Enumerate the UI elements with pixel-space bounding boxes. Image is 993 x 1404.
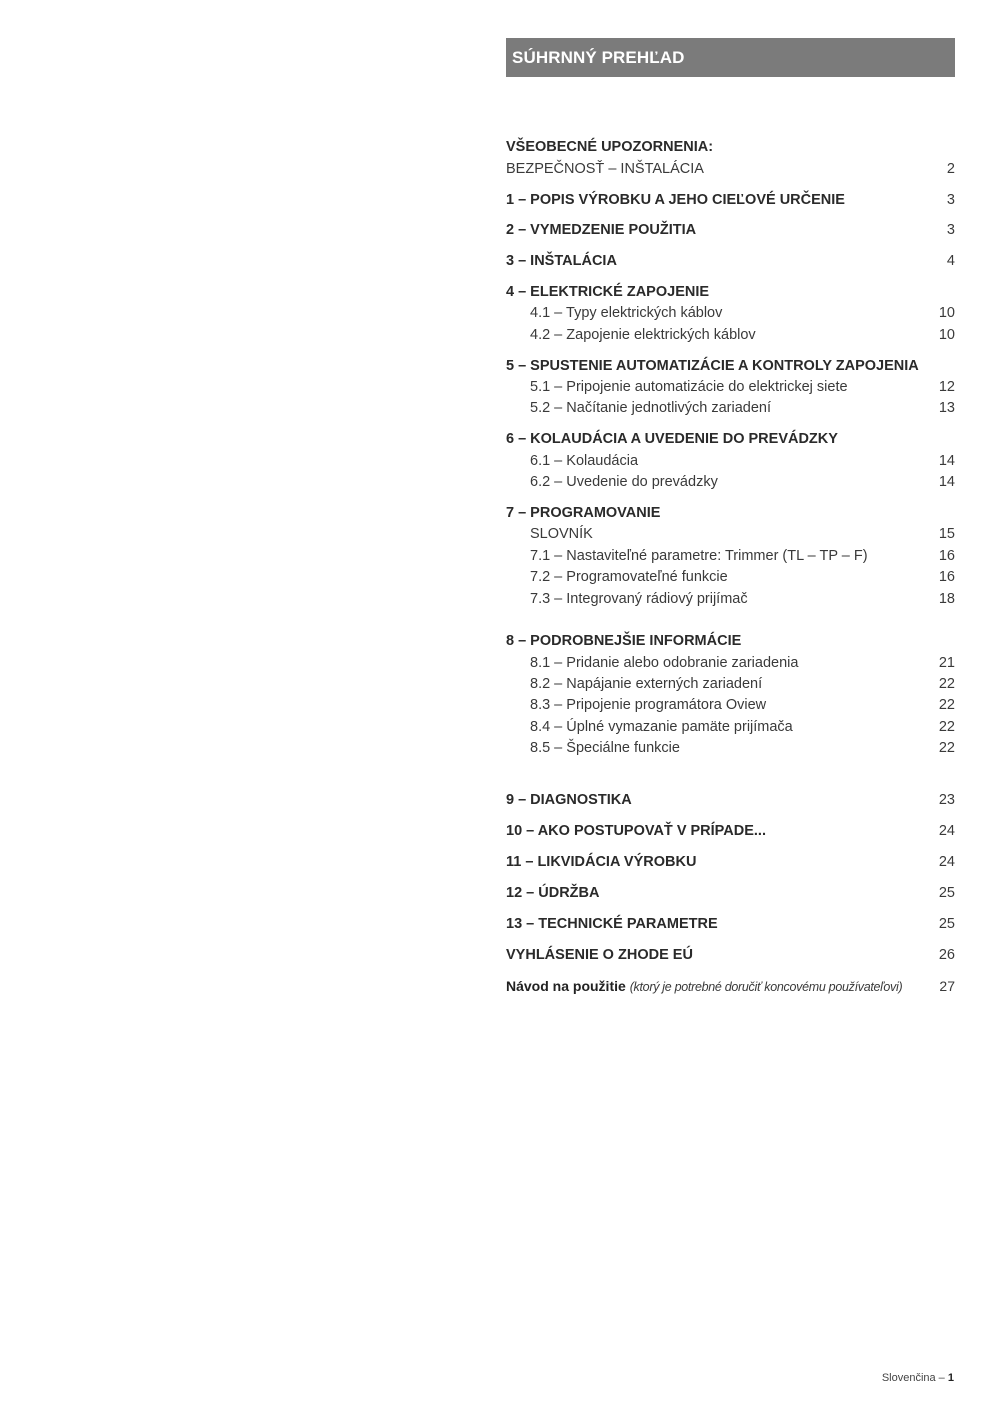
toc-entry-2[interactable]	[506, 219, 955, 241]
toc-heading-general	[506, 136, 955, 158]
toc-page-number: 21	[938, 655, 955, 671]
toc-label: 7.1 – Nastaviteľné parametre: Trimmer (TL – TP – F)	[530, 548, 868, 564]
toc-label: 9 – DIAGNOSTIKA	[506, 792, 632, 808]
toc-label: 10 – AKO POSTUPOVAŤ V PRÍPADE...	[506, 823, 766, 839]
toc-page-number: 23	[938, 792, 955, 808]
toc-label: 5.2 – Načítanie jednotlivých zariadení	[530, 400, 772, 416]
toc-page-number: 22	[938, 697, 955, 713]
toc-label: BEZPEČNOSŤ – INŠTALÁCIA	[506, 161, 704, 177]
toc-label: 5 – SPUSTENIE AUTOMATIZÁCIE A KONTROLY ZAPOJENIA	[506, 358, 919, 374]
toc-entry-6[interactable]	[506, 428, 955, 450]
toc-label: 8.2 – Napájanie externých zariadení	[530, 676, 763, 692]
toc-label: 8.5 – Špeciálne funkcie	[530, 740, 680, 756]
toc-entry-8-2[interactable]	[530, 673, 955, 695]
toc-page-number: 25	[938, 885, 955, 901]
toc-entry-6-2[interactable]	[530, 471, 955, 493]
toc-entry-7-2[interactable]	[530, 566, 955, 588]
toc-label: 7.3 – Integrovaný rádiový prijímač	[530, 591, 748, 607]
toc-entry-8-1[interactable]	[530, 652, 955, 674]
toc-label: 4 – ELEKTRICKÉ ZAPOJENIE	[506, 284, 710, 300]
toc-page-number: 12	[938, 379, 955, 395]
toc-entry-13[interactable]	[506, 913, 955, 935]
footer-page-number: 1	[947, 1372, 954, 1384]
toc-label: 3 – INŠTALÁCIA	[506, 253, 617, 269]
toc-label: 7 – PROGRAMOVANIE	[506, 505, 661, 521]
toc-label: VYHLÁSENIE O ZHODE EÚ	[506, 947, 693, 963]
toc-label: 4.1 – Typy elektrických káblov	[530, 305, 723, 321]
toc-page-number: 27	[939, 978, 955, 994]
toc-entry-8[interactable]	[506, 630, 955, 652]
toc-label: 12 – ÚDRŽBA	[506, 885, 600, 901]
toc-label: Návod na použitie	[506, 978, 626, 994]
toc-label: 6.2 – Uvedenie do prevádzky	[530, 474, 718, 490]
toc-entry-3[interactable]	[506, 250, 955, 272]
toc-entry-7-3[interactable]	[530, 588, 955, 610]
toc-page-number: 18	[938, 591, 955, 607]
toc-entry-4-2[interactable]	[530, 324, 955, 346]
toc-page-number: 24	[938, 854, 955, 870]
toc-entry-8-5[interactable]	[530, 737, 955, 759]
toc-page-number: 3	[946, 222, 955, 238]
toc-entry-5-2[interactable]	[530, 397, 955, 419]
toc-entry-11[interactable]	[506, 851, 955, 873]
toc-entry-declaration[interactable]	[506, 944, 955, 966]
toc-label: 5.1 – Pripojenie automatizácie do elektrickej siete	[530, 379, 848, 395]
toc-page-number: 13	[938, 400, 955, 416]
toc-label: 6 – KOLAUDÁCIA A UVEDENIE DO PREVÁDZKY	[506, 431, 838, 447]
toc-entry-7-1[interactable]	[530, 545, 955, 567]
toc-entry-12[interactable]	[506, 882, 955, 904]
toc-entry-4[interactable]	[506, 281, 955, 303]
toc-label: 11 – LIKVIDÁCIA VÝROBKU	[506, 854, 697, 870]
toc-label: 8.3 – Pripojenie programátora Oview	[530, 697, 767, 713]
toc-page-number: 26	[938, 947, 955, 963]
toc-label: SLOVNÍK	[530, 526, 593, 542]
page-title: SÚHRNNÝ PREHĽAD	[506, 38, 955, 77]
toc-label: 13 – TECHNICKÉ PARAMETRE	[506, 916, 718, 932]
toc-page-number: 16	[938, 569, 955, 585]
toc-entry-user-manual[interactable]	[506, 975, 955, 997]
toc-entry-7[interactable]	[506, 502, 955, 524]
footer-language: Slovenčina –	[881, 1372, 945, 1384]
page-footer	[882, 1372, 954, 1384]
toc-label-group	[506, 975, 902, 998]
toc-page-number: 25	[938, 916, 955, 932]
toc-entry-8-4[interactable]	[530, 716, 955, 738]
toc-label: 8.1 – Pridanie alebo odobranie zariadenia	[530, 655, 799, 671]
toc-page-number: 16	[938, 548, 955, 564]
toc-label: 2 – VYMEDZENIE POUŽITIA	[506, 222, 697, 238]
toc-entry-5-1[interactable]	[530, 376, 955, 398]
toc-page-number: 22	[938, 676, 955, 692]
toc-entry-6-1[interactable]	[530, 450, 955, 472]
toc-label: 8.4 – Úplné vymazanie pamäte prijímača	[530, 719, 793, 735]
toc-label: 1 – POPIS VÝROBKU A JEHO CIEĽOVÉ URČENIE	[506, 192, 845, 208]
toc-page-number: 22	[938, 719, 955, 735]
toc-page-number: 10	[938, 327, 955, 343]
toc-entry-1[interactable]	[506, 189, 955, 211]
toc-page-number: 15	[938, 526, 955, 542]
toc-page-number: 4	[946, 253, 955, 269]
toc-label: 4.2 – Zapojenie elektrických káblov	[530, 327, 756, 343]
toc-label: 7.2 – Programovateľné funkcie	[530, 569, 728, 585]
toc-entry-8-3[interactable]	[530, 694, 955, 716]
toc-page-number: 14	[938, 474, 955, 490]
toc-entry-9[interactable]	[506, 789, 955, 811]
toc-page-number: 22	[938, 740, 955, 756]
toc-label: 6.1 – Kolaudácia	[530, 453, 639, 469]
toc-label: VŠEOBECNÉ UPOZORNENIA:	[506, 139, 714, 155]
toc-entry-4-1[interactable]	[530, 302, 955, 324]
toc-page-number: 10	[938, 305, 955, 321]
toc-page-number: 14	[938, 453, 955, 469]
toc-page-number: 3	[946, 192, 955, 208]
toc-entry-7-glossary[interactable]	[530, 523, 955, 545]
toc-label: 8 – PODROBNEJŠIE INFORMÁCIE	[506, 633, 742, 649]
toc-page-number: 2	[946, 161, 955, 177]
toc-page-number: 24	[938, 823, 955, 839]
toc-entry-5[interactable]	[506, 355, 955, 377]
toc-entry-general[interactable]	[506, 158, 955, 180]
toc-label-note: (ktorý je potrebné doručiť koncovému používateľovi)	[629, 980, 903, 994]
toc-entry-10[interactable]	[506, 820, 955, 842]
